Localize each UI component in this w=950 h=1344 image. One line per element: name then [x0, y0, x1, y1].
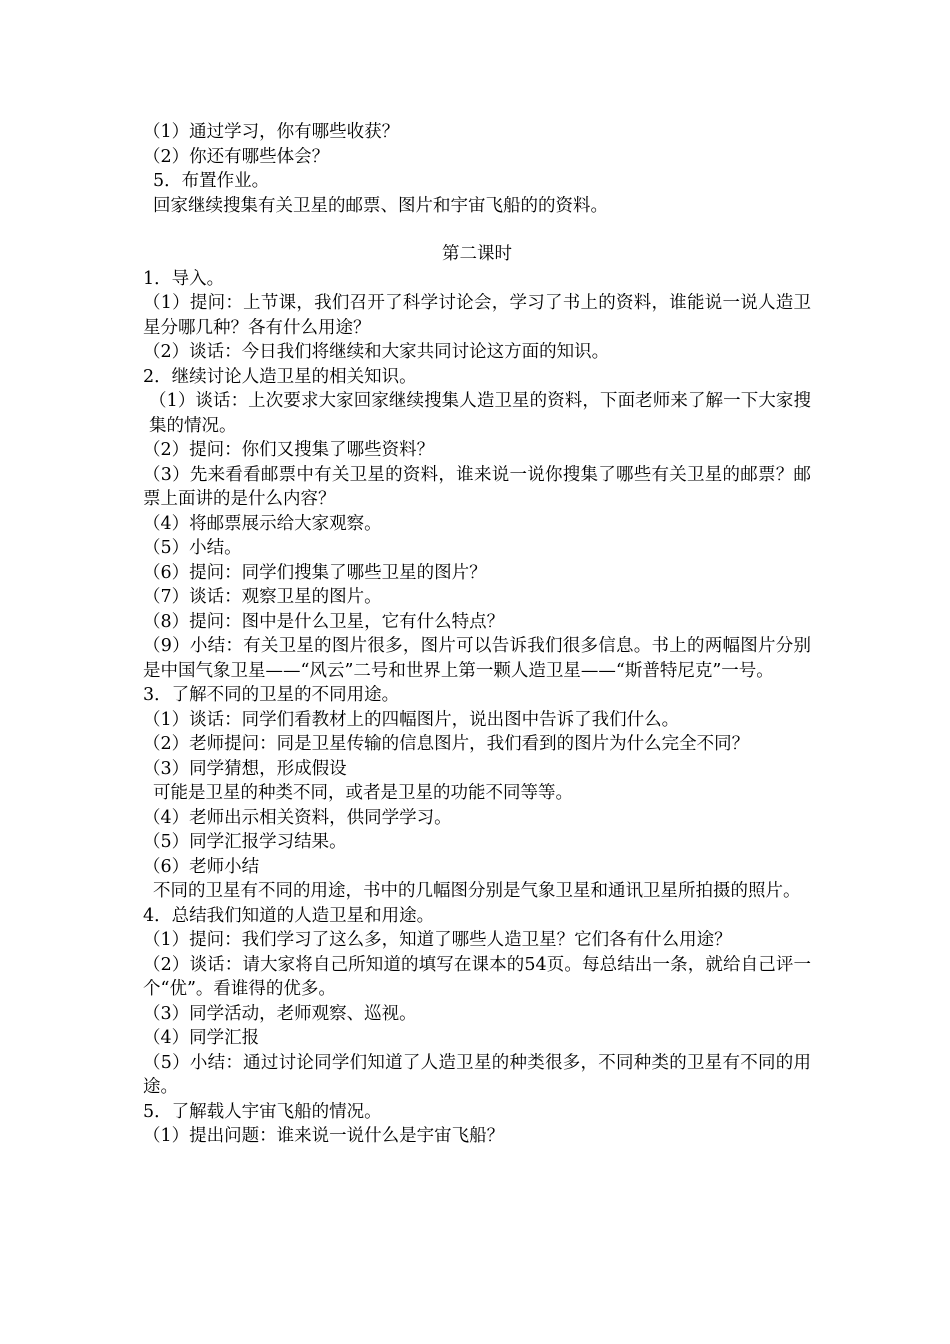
- paragraph: （2）你还有哪些体会？: [143, 146, 330, 167]
- paragraph: （5）小结：通过讨论同学们知道了人造卫星的种类很多，不同种类的卫星有不同的用途。: [143, 1052, 811, 1097]
- paragraph: （1）提问：上节课，我们召开了科学讨论会，学习了书上的资料，谁能说一说人造卫星分哪几种？各有什么用途？: [143, 293, 811, 338]
- paragraph: 5．了解载人宇宙飞船的情况。: [143, 1101, 382, 1122]
- paragraph: （5）同学汇报学习结果。: [143, 832, 347, 852]
- paragraph: （9）小结：有关卫星的图片很多，图片可以告诉我们很多信息。书上的两幅图片分别是中国气象卫星——“风云”二号和世界上第一颗人造卫星——“斯普特尼克”一号。: [143, 636, 811, 681]
- paragraph: （3）同学活动，老师观察、巡视。: [143, 1003, 417, 1024]
- paragraph: （4）将邮票展示给大家观察。: [143, 513, 382, 534]
- paragraph: （2）谈话：今日我们将继续和大家共同讨论这方面的知识。: [143, 342, 610, 362]
- paragraph: （5）小结。: [143, 538, 242, 558]
- paragraph: （4）老师出示相关资料，供同学学习。: [143, 807, 452, 828]
- paragraph: 3．了解不同的卫星的不同用途。: [143, 685, 400, 705]
- paragraph: （1）谈话：上次要求大家回家继续搜集人造卫星的资料，下面老师来了解一下大家搜集的情况。: [149, 391, 811, 436]
- paragraph: 5．布置作业。: [153, 171, 270, 191]
- paragraph: 1．导入。: [143, 268, 225, 289]
- paragraph: 2．继续讨论人造卫星的相关知识。: [143, 366, 417, 387]
- paragraph: （1）提问：我们学习了这么多，知道了哪些人造卫星？它们各有什么用途？: [143, 930, 732, 950]
- paragraph: （2）提问：你们又搜集了哪些资料？: [143, 440, 435, 460]
- paragraph: （8）提问：图中是什么卫星，它有什么特点？: [143, 611, 505, 632]
- paragraph: （2）谈话：请大家将自己所知道的填写在课本的54页。每总结出一条，就给自己评一个“优”。看谁得的优多。: [143, 954, 811, 999]
- lesson-title: 第二课时: [442, 244, 512, 264]
- paragraph: （3）先来看看邮票中有关卫星的资料，谁来说一说你搜集了哪些有关卫星的邮票？邮票上面讲的是什么内容？: [143, 464, 811, 509]
- paragraph: （2）老师提问：同是卫星传输的信息图片，我们看到的图片为什么完全不同？: [143, 734, 750, 754]
- paragraph: 4．总结我们知道的人造卫星和用途。: [143, 905, 435, 926]
- document-content: [143, 120, 811, 1149]
- paragraph: （1）通过学习，你有哪些收获？: [143, 122, 400, 142]
- paragraph: （1）谈话：同学们看教材上的四幅图片，说出图中告诉了我们什么。: [143, 709, 680, 730]
- paragraph: 可能是卫星的种类不同，或者是卫星的功能不同等等。: [153, 783, 573, 803]
- paragraph: 回家继续搜集有关卫星的邮票、图片和宇宙飞船的的资料。: [153, 195, 608, 216]
- paragraph: （3）同学猜想，形成假设: [143, 758, 347, 779]
- paragraph: （6）提问：同学们搜集了哪些卫星的图片？: [143, 562, 487, 583]
- paragraph: （4）同学汇报: [143, 1028, 260, 1048]
- paragraph: （7）谈话：观察卫星的图片。: [143, 587, 382, 607]
- paragraph: （6）老师小结: [143, 856, 260, 877]
- paragraph: 不同的卫星有不同的用途，书中的几幅图分别是气象卫星和通讯卫星所拍摄的照片。: [153, 881, 801, 901]
- paragraph: （1）提出问题：谁来说一说什么是宇宙飞船？: [143, 1126, 505, 1146]
